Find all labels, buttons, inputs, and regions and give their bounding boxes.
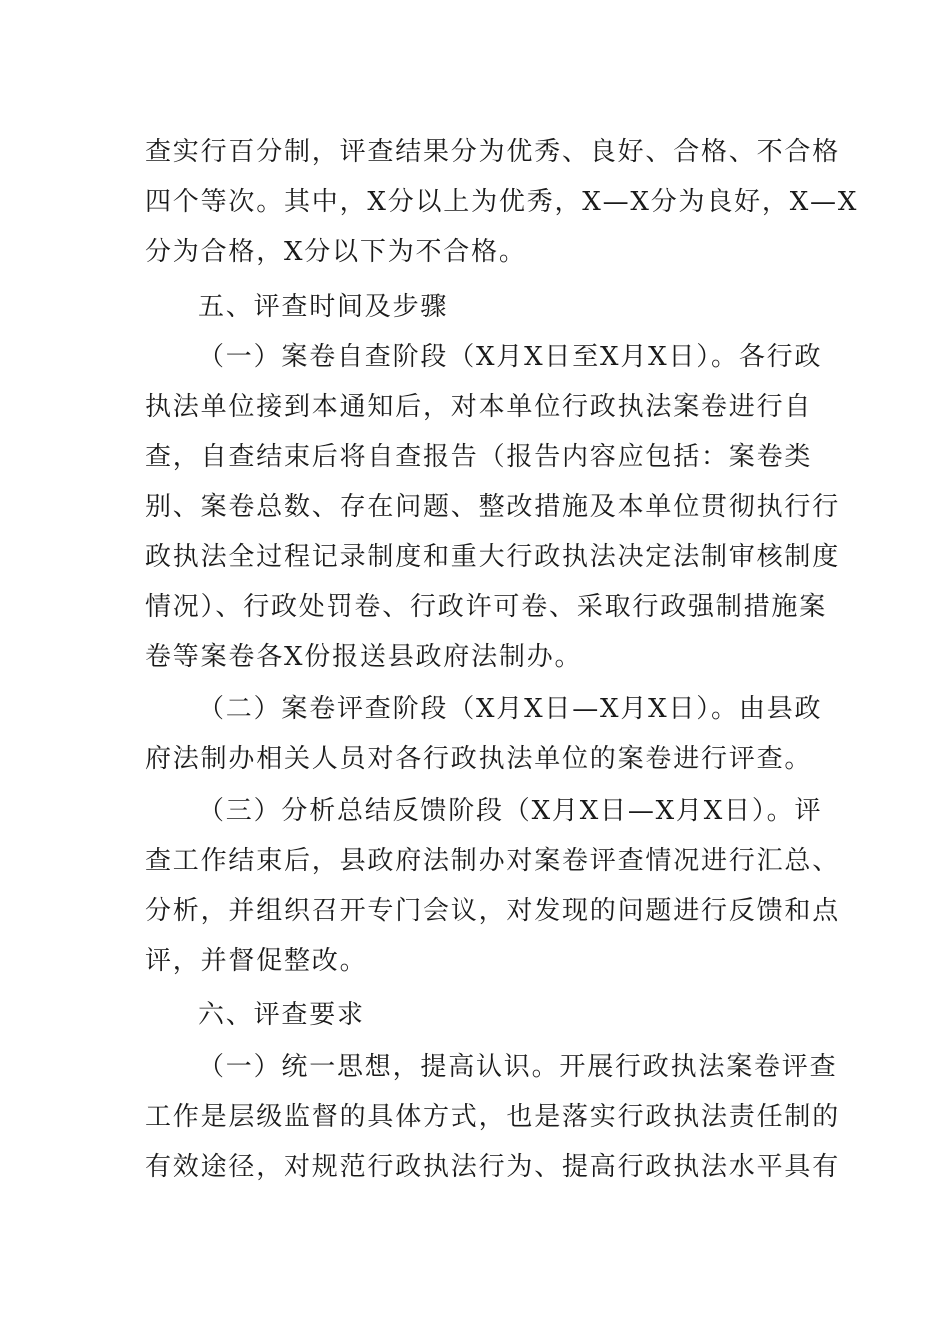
- section-heading: 五、评查时间及步骤: [198, 292, 449, 322]
- text-line: 查，自查结束后将自查报告（报告内容应包括：案卷类: [145, 442, 813, 472]
- text-line: （三）分析总结反馈阶段（X月X日—X月X日）。评: [198, 796, 823, 826]
- text-line: 工作是层级监督的具体方式，也是落实行政执法责任制的: [145, 1102, 841, 1132]
- text-line: 政执法全过程记录制度和重大行政执法决定法制审核制度: [145, 542, 841, 572]
- section-heading: 六、评查要求: [198, 1000, 365, 1030]
- text-line: 有效途径，对规范行政执法行为、提高行政执法水平具有: [145, 1152, 841, 1182]
- text-line: 分析，并组织召开专门会议，对发现的问题进行反馈和点: [145, 896, 841, 926]
- text-line: 评，并督促整改。: [145, 946, 368, 976]
- text-line: （一）统一思想，提高认识。开展行政执法案卷评查: [198, 1052, 838, 1082]
- text-line: 卷等案卷各X份报送县政府法制办。: [145, 642, 583, 672]
- text-line: （二）案卷评查阶段（X月X日—X月X日）。由县政: [198, 694, 823, 724]
- text-line: （一）案卷自查阶段（X月X日至X月X日）。各行政: [198, 342, 823, 372]
- text-line: 府法制办相关人员对各行政执法单位的案卷进行评查。: [145, 744, 813, 774]
- text-line: 执法单位接到本通知后，对本单位行政执法案卷进行自: [145, 392, 813, 422]
- text-line: 分为合格，X分以下为不合格。: [145, 237, 527, 267]
- text-line: 情况）、行政处罚卷、行政许可卷、采取行政强制措施案: [145, 592, 828, 622]
- text-line: 四个等次。其中，X分以上为优秀，X—X分为良好，X—X: [145, 187, 859, 217]
- text-line: 别、案卷总数、存在问题、整改措施及本单位贯彻执行行: [145, 492, 841, 522]
- text-line: 查工作结束后，县政府法制办对案卷评查情况进行汇总、: [145, 846, 841, 876]
- text-line: 查实行百分制，评查结果分为优秀、良好、合格、不合格: [145, 137, 841, 167]
